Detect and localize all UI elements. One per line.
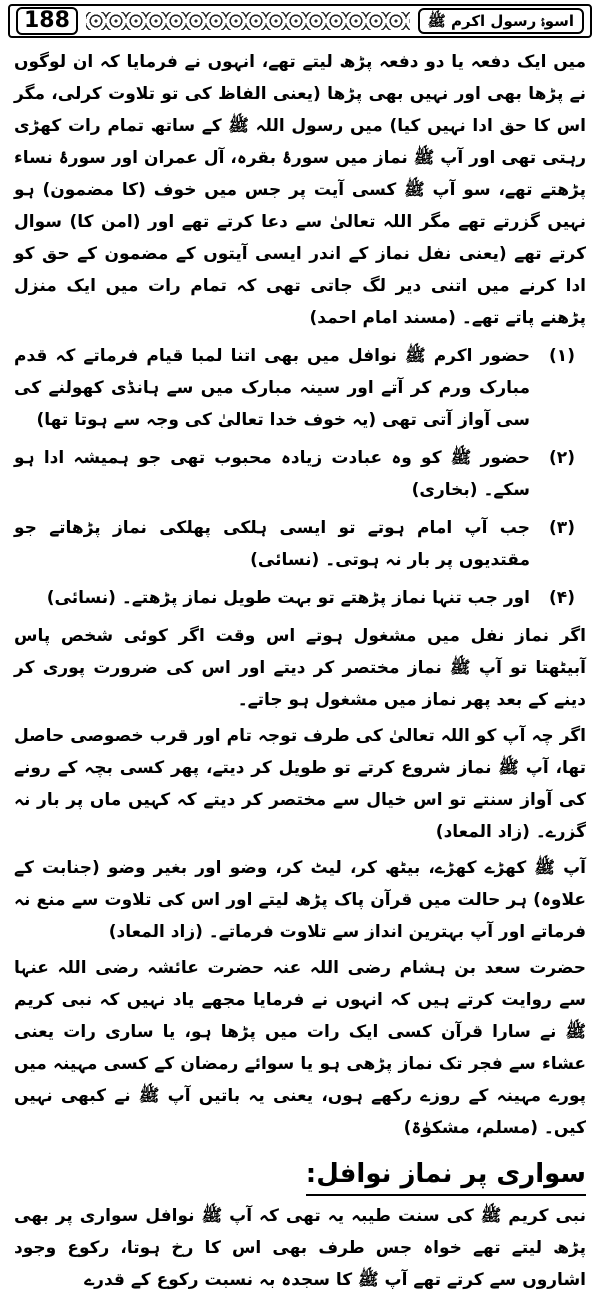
list-text: جب آپ امام ہوتے تو ایسی ہلکی پھلکی نماز پڑھاتے جو مقتدیوں پر بار نہ ہوتی۔ (نسائی)	[14, 518, 530, 570]
paragraph: نبی کریم ﷺ کی سنت طیبہ یہ تھی کہ آپ ﷺ نوافل سواری پر بھی پڑھ لیتے تھے خواہ جس طرف بھی اس کا رخ ہوتا، رکوع وجود اشاروں سے کرتے تھے آپ ﷺ کا سجدہ بہ نسبت رکوع کے قدرے	[14, 1206, 586, 1290]
header-ornament	[86, 12, 410, 30]
paragraph: میں ایک دفعہ یا دو دفعہ پڑھ لیتے تھے، انہوں نے فرمایا کہ ان لوگوں نے پڑھا بھی اور نہیں بھی پڑھا (یعنی الفاظ کی تو تلاوت کرلی، مگر اس کا حق ادا نہیں کیا) میں رسول اللہ ﷺ کے ساتھ تمام رات کھڑی رہتی تھی اور آپ ﷺ نماز میں سورۂ بقرہ، آل عمران اور سورۂ نساء پڑھتے تھے، سو آپ ﷺ کسی آیت پر جس میں خوف (کا مضمون) ہو نہیں گزرتے تھے مگر اللہ تعالیٰ سے دعا کرتے تھے اور (امن کا) سوال کرتے تھے (یعنی نفل نماز کے اندر ایسی آیتوں کے مضمون کے حق کو ادا کرنے میں اتنی دیر لگ جاتی تھی کہ تمام رات میں ایک منزل پڑھنے پاتے تھے۔ (مسند امام احمد)	[14, 52, 586, 328]
list-number: (۴)	[549, 588, 575, 608]
page-number: 188	[16, 7, 78, 35]
page-header	[8, 4, 592, 38]
list-item	[14, 512, 586, 576]
page-content	[14, 46, 586, 1290]
paragraph: آپ ﷺ کھڑے کھڑے، بیٹھ کر، لیٹ کر، وضو اور بغیر وضو (جنابت کے علاوہ) ہر حالت میں قرآن پاک پڑھ لیتے اور اس کی تلاوت سے منع نہ فرماتے اور آپ بہترین انداز سے تلاوت فرماتے۔ (زاد المعاد)	[14, 858, 586, 942]
list-item	[14, 442, 586, 506]
list-number: (۲)	[549, 448, 575, 468]
paragraph: اگر نماز نفل میں مشغول ہوتے اس وقت اگر کوئی شخص پاس آبیٹھتا تو آپ ﷺ نماز مختصر کر دیتے اور اس کی ضرورت پوری کر دینے کے بعد پھر نماز میں مشغول ہو جاتے۔	[14, 626, 586, 710]
list-text: اور جب تنہا نماز پڑھتے تو بہت طویل نماز پڑھتے۔ (نسائی)	[46, 588, 530, 608]
list-item	[14, 582, 586, 614]
list-item	[14, 340, 586, 436]
list-number: (۱)	[549, 346, 575, 366]
paragraph: حضرت سعد بن ہشام رضی اللہ عنہ حضرت عائشہ رضی اللہ عنہا سے روایت کرتے ہیں کہ انہوں نے فرمایا مجھے یاد نہیں کہ نبی کریم ﷺ نے سارا قرآن کسی ایک رات میں پڑھا ہو، یا ساری رات یعنی عشاء سے فجر تک نماز پڑھی ہو یا سوائے رمضان کے کسی مہینہ میں پورے مہینہ کے روزے رکھے ہوں، یعنی یہ باتیں آپ ﷺ نے کبھی نہیں کیں۔ (مسلم، مشکوٰۃ)	[14, 958, 586, 1138]
numbered-list	[14, 340, 586, 614]
list-text: حضور ﷺ کو وہ عبادت زیادہ محبوب تھی جو ہمیشہ ادا ہو سکے۔ (بخاری)	[14, 448, 530, 500]
section-heading: سواری پر نماز نوافل:	[306, 1154, 586, 1196]
book-title: اسوۂ رسول اکرم ﷺ	[418, 8, 584, 34]
list-text: حضور اکرم ﷺ نوافل میں بھی اتنا لمبا قیام فرماتے کہ قدم مبارک ورم کر آتے اور سینہ مبارک میں سے ہانڈی کھولنے کی سی آواز آتی تھی (یہ خوف خدا تعالیٰ کی وجہ سے ہوتا تھا)	[14, 346, 530, 430]
list-number: (۳)	[549, 518, 575, 538]
paragraph: اگر چہ آپ کو اللہ تعالیٰ کی طرف توجہ تام اور قرب خصوصی حاصل تھا، آپ ﷺ نماز شروع کرتے تو طویل کر دیتے، پھر کسی بچہ کے رونے کی آواز سنتے تو اس خیال سے مختصر کر دیتے کہ کہیں ماں پر بار نہ گزرے۔ (زاد المعاد)	[14, 726, 586, 842]
